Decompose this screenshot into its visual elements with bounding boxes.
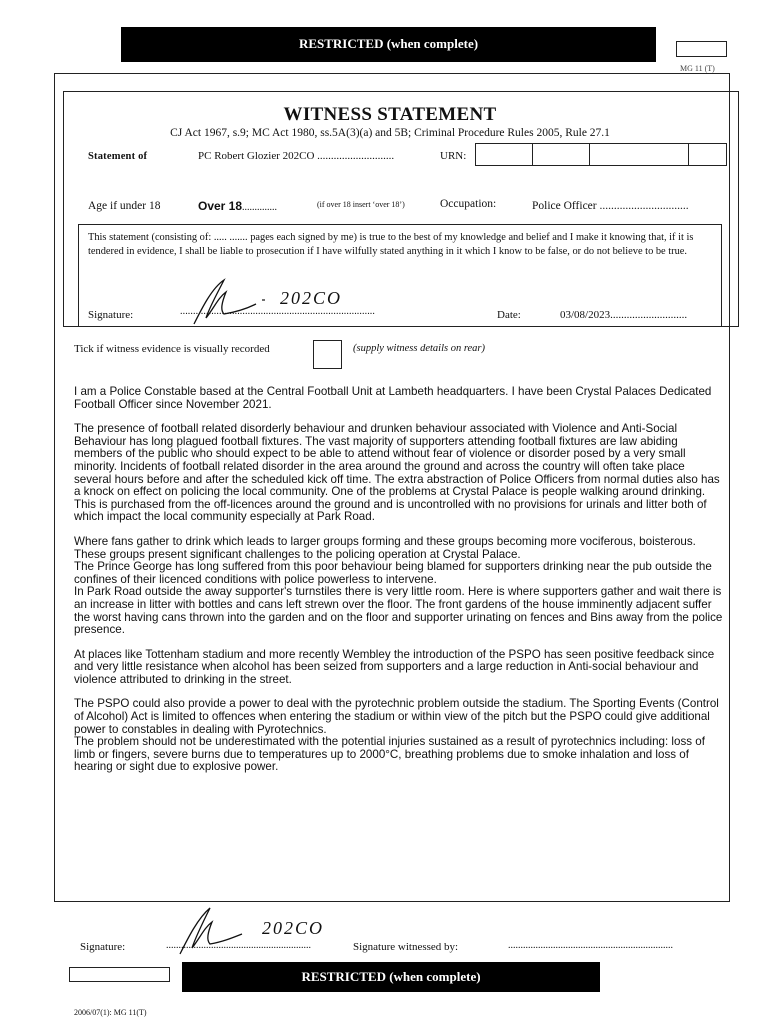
paragraph-5: The PSPO could also provide a power to deal with the pyrotechnic problem outside the stadium. The Sporting Events (Control of Alcohol) Act is limited to offences when entering the stadium or within view of the pitch but the PSPO could give additional power to constables in dealing with Pyrotechnics. The problem should not be underestimated with the potential injuries sustained as a result of pyrotechnics including: loss of limb or fingers, severe burns due to temperatures up to 2000°C, breathing problems due to smoke inhalation and loss of hearing or sight due to explosive power. (74, 697, 719, 774)
visual-record-checkbox[interactable] (313, 340, 342, 369)
statement-of-label: Statement of (88, 151, 148, 162)
age-dots: .............. (242, 202, 278, 213)
signature-handwritten-number: 202CO (280, 288, 343, 308)
urn-box-3[interactable] (590, 144, 689, 165)
tick-hint: (supply witness details on rear) (353, 343, 486, 354)
urn-boxes[interactable] (475, 143, 727, 166)
age-value: Over 18 (198, 199, 243, 213)
signature-dots[interactable]: ........................................................................... (180, 306, 375, 317)
page-title: WITNESS STATEMENT (283, 104, 497, 125)
urn-box-1[interactable] (476, 144, 533, 165)
bottom-left-empty-box (69, 967, 170, 982)
footer-signature-label: Signature: (80, 941, 126, 953)
statement-of-value[interactable]: PC Robert Glozier 202CO ............................ (198, 150, 395, 162)
age-hint: (if over 18 insert ‘over 18’) (317, 200, 405, 209)
outer-frame-left (54, 73, 55, 902)
tick-label: Tick if witness evidence is visually recorded (74, 343, 270, 355)
restricted-banner-bottom (182, 962, 600, 992)
restricted-banner-bottom-text: RESTRICTED (when complete) (301, 969, 481, 984)
paragraph-1: I am a Police Constable based at the Central Football Unit at Lambeth headquarters. I have been Crystal Palaces Dedicated Football Officer since November 2021. (74, 385, 712, 411)
outer-frame-top (54, 73, 730, 74)
urn-label: URN: (440, 150, 467, 162)
acts-line: CJ Act 1967, s.9; MC Act 1980, ss.5A(3)(a) and 5B; Criminal Procedure Rules 2005, Rule 27.1 (170, 127, 610, 139)
age-field[interactable] (198, 199, 277, 214)
age-label: Age if under 18 (88, 200, 161, 212)
form-code: MG 11 (T) (680, 64, 715, 73)
signature-label: Signature: (88, 309, 134, 321)
paragraph-4: At places like Tottenham stadium and more recently Wembley the introduction of the PSPO has seen positive feedback since and very little resistance when alcohol has been seized from supporters and a large reduction in Anti-social behaviour and violence attributed to drinking in the street. (74, 647, 715, 686)
occupation-value[interactable]: Police Officer ............................... (532, 200, 689, 212)
date-label: Date: (497, 309, 521, 321)
footer-signature-dots[interactable]: .......................................................... (166, 940, 311, 951)
footer-code: 2006/07(1): MG 11(T) (74, 1008, 147, 1017)
outer-frame-bottom (54, 901, 730, 902)
declaration-text: This statement (consisting of: ..... ....... pages each signed by me) is true to the best of my knowledge and belief and I make it knowing that, if it is tendered in evidence, I shall be liable to prosecution if I have wilfully stated anything in it which I know to be false, or do not believe to be true. (88, 232, 694, 257)
signature-stroke (194, 280, 256, 324)
footer-signature-handwritten-number: 202CO (262, 918, 325, 938)
top-right-empty-box (676, 41, 727, 57)
date-value[interactable]: 03/08/2023............................ (560, 309, 688, 321)
restricted-banner-top (121, 27, 656, 62)
footer-handwritten-signature (176, 906, 276, 956)
statement-body (74, 386, 724, 786)
footer-signature-stroke (180, 908, 242, 954)
paragraph-3: Where fans gather to drink which leads to larger groups forming and these groups becoming more vociferous, boisterous. These groups present significant challenges to the policing operation at Crystal Palace. The Prince George has long suffered from this poor behaviour being blamed for supporters drinking near the pub outside the confines of their licenced conditions with police powerless to intervene. In Park Road outside the away supporter's turnstiles there is very little room. Here is where supporters gather and wait there is an increase in litter with bottles and cans left strewn over the floor. The front gardens of the house imminently adjacent suffer the worst having cans thrown into the garden and on the floor and supporter urinating on fences and Bins away from the police presence. (74, 534, 723, 637)
occupation-label: Occupation: (440, 198, 497, 210)
paragraph-2: The presence of football related disorderly behaviour and drunken behaviour associated with Violence and Anti-Social Behaviour has long plagued football fixtures. The vast majority of supporters attending football fixtures are law abiding members of the public who should expect to be able to attend without fear of violence or disorder posed by a very small minority. Incidents of football related disorder in the area around the ground and across the country will often take place several hours before and after the scheduled kick off time. The extra abstraction of Police Officers from normal duties also has a knock on effect on policing the local community. One of the problems at Crystal Palace is people walking around drinking. This is purchased from the off-licences around the ground and is uncontrolled with no provisions for urinals and litter both of which impact the local community especially at Park Road. (74, 422, 720, 524)
urn-box-4[interactable] (689, 144, 726, 165)
witnessed-dots[interactable]: .................................................................. (508, 940, 673, 951)
urn-box-2[interactable] (533, 144, 590, 165)
restricted-banner-top-text: RESTRICTED (when complete) (298, 36, 479, 51)
witnessed-label: Signature witnessed by: (353, 941, 459, 953)
